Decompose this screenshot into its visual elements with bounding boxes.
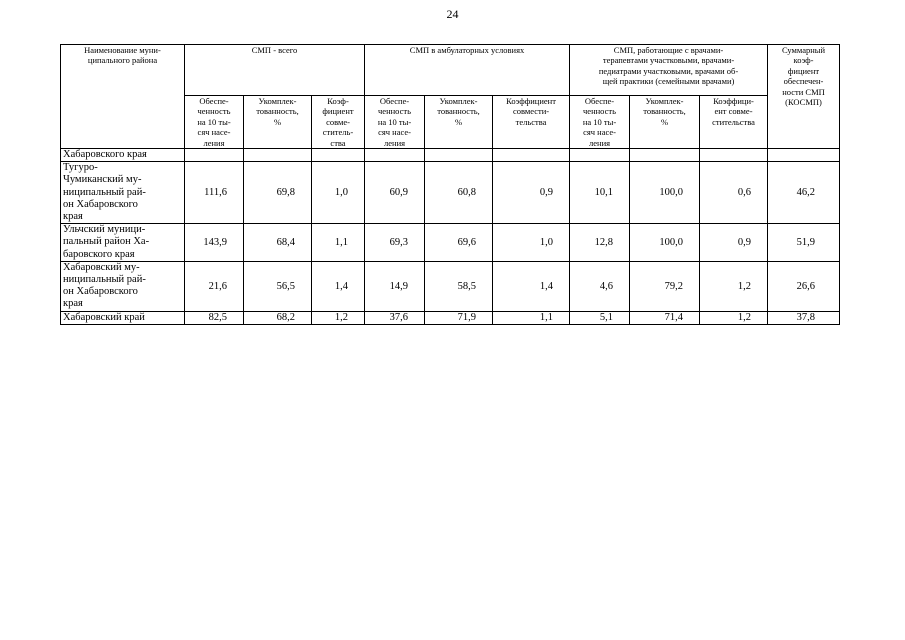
table-cell: 10,1 (570, 162, 630, 224)
table-row (61, 311, 840, 324)
header-group-smp-district: СМП, работающие с врачами- терапевтами участковыми, врачами- педиатрами участковыми, врачами об- щей практики (семейными врачами) (570, 45, 768, 96)
table-cell (425, 149, 493, 162)
table-cell: 1,2 (700, 261, 768, 311)
table-cell (700, 149, 768, 162)
table-cell: 69,3 (365, 224, 425, 262)
table-cell: 1,4 (312, 261, 365, 311)
table-row (61, 162, 840, 224)
header-group-smp-ambulatory: СМП в амбулаторных условиях (365, 45, 570, 96)
table-cell: 69,8 (244, 162, 312, 224)
table-cell: 100,0 (630, 162, 700, 224)
table-cell: 1,0 (312, 162, 365, 224)
table-cell (768, 149, 840, 162)
header-sub-col: Укомплек- тованность, % (244, 96, 312, 149)
table-cell: 21,6 (185, 261, 244, 311)
table-row (61, 261, 840, 311)
table-cell: 37,6 (365, 311, 425, 324)
header-group-smp-total: СМП - всего (185, 45, 365, 96)
header-sub-col: Обеспе- ченность на 10 ты- сяч насе- ления (365, 96, 425, 149)
table-cell (570, 149, 630, 162)
table-cell: 0,9 (700, 224, 768, 262)
table-cell: 37,8 (768, 311, 840, 324)
table-cell: 1,4 (493, 261, 570, 311)
table-cell (493, 149, 570, 162)
table-cell: 69,6 (425, 224, 493, 262)
table-cell: 111,6 (185, 162, 244, 224)
table-cell: 1,2 (700, 311, 768, 324)
table-cell: 4,6 (570, 261, 630, 311)
table-cell (185, 149, 244, 162)
table-cell: 46,2 (768, 162, 840, 224)
table-cell: 60,8 (425, 162, 493, 224)
header-name-col: Наименование муни- ципального района (61, 45, 185, 149)
table-cell: 71,9 (425, 311, 493, 324)
table-cell: 79,2 (630, 261, 700, 311)
table-cell: 58,5 (425, 261, 493, 311)
table-cell (244, 149, 312, 162)
table-cell: 1,0 (493, 224, 570, 262)
table-cell (365, 149, 425, 162)
header-row-groups (61, 45, 840, 96)
row-name: Хабаровского края (61, 149, 185, 162)
header-sub-col: Коэф- фициент совме- ститель- ства (312, 96, 365, 149)
row-name: Ульчский муници- пальный район Ха- баровского края (61, 224, 185, 262)
table-cell: 71,4 (630, 311, 700, 324)
header-sub-col: Коэффици- ент совме- стительства (700, 96, 768, 149)
header-sub-col: Обеспе- ченность на 10 ты- сяч насе- ления (570, 96, 630, 149)
table-row (61, 224, 840, 262)
row-name: Хабаровский му- ниципальный рай- он Хабаровского края (61, 261, 185, 311)
table-cell: 56,5 (244, 261, 312, 311)
header-sub-col: Коэффициент совмести- тельства (493, 96, 570, 149)
table-cell (630, 149, 700, 162)
page-number: 24 (446, 7, 459, 21)
table-cell: 26,6 (768, 261, 840, 311)
table-cell: 143,9 (185, 224, 244, 262)
table-cell: 60,9 (365, 162, 425, 224)
header-total-col: Суммарный коэф- фициент обеспечен- ности СМП (КОСМП) (768, 45, 840, 149)
table-cell: 68,2 (244, 311, 312, 324)
row-name: Тугуро- Чумиканский му- ниципальный рай- он Хабаровского края (61, 162, 185, 224)
table-cell: 1,1 (493, 311, 570, 324)
table-row (61, 149, 840, 162)
table-cell: 1,2 (312, 311, 365, 324)
table-cell: 0,6 (700, 162, 768, 224)
header-sub-col: Укомплек- тованность, % (630, 96, 700, 149)
row-name: Хабаровский край (61, 311, 185, 324)
table-cell: 68,4 (244, 224, 312, 262)
table-cell: 100,0 (630, 224, 700, 262)
table-cell: 82,5 (185, 311, 244, 324)
table-cell (312, 149, 365, 162)
table-cell: 14,9 (365, 261, 425, 311)
statistics-table (60, 44, 840, 325)
table-cell: 12,8 (570, 224, 630, 262)
table-cell: 1,1 (312, 224, 365, 262)
header-sub-col: Укомплек- тованность, % (425, 96, 493, 149)
header-sub-col: Обеспе- ченность на 10 ты- сяч насе- ления (185, 96, 244, 149)
table-cell: 0,9 (493, 162, 570, 224)
table-cell: 51,9 (768, 224, 840, 262)
table-cell: 5,1 (570, 311, 630, 324)
